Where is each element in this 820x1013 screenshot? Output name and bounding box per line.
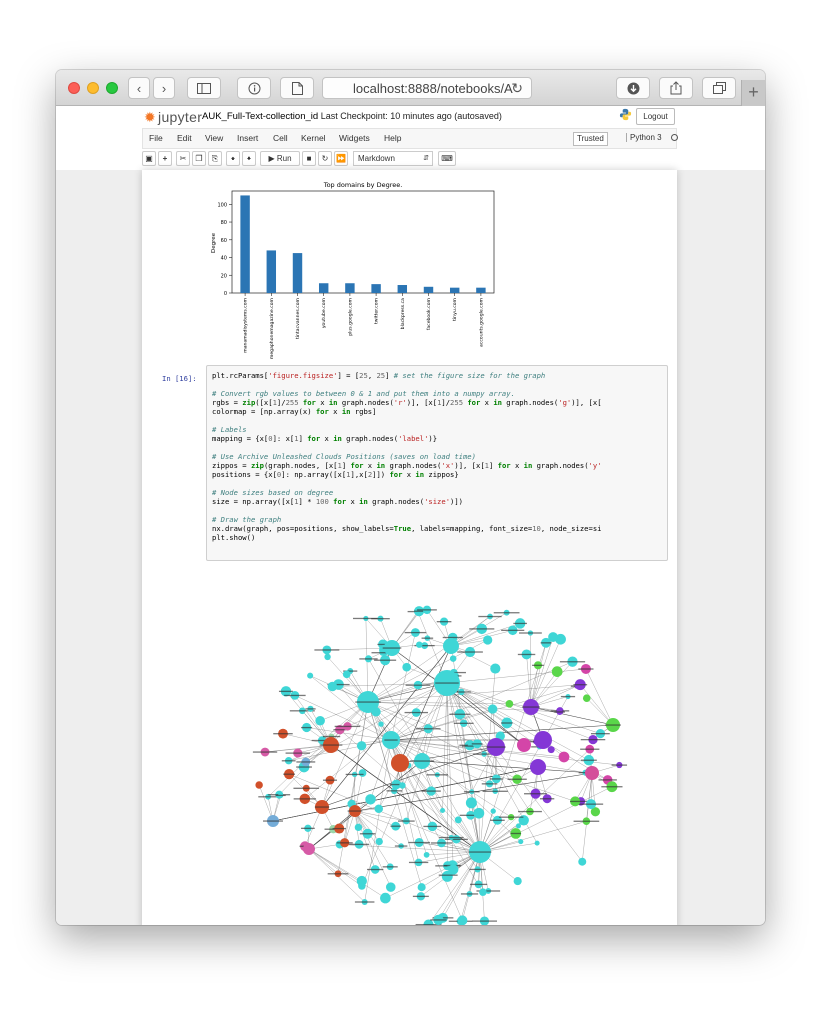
graph-node-label [417,609,437,610]
copy-button[interactable] [192,151,206,166]
graph-node [315,716,325,726]
fast-forward-icon: ⏩ [336,154,346,163]
keyboard-icon: ⌨ [441,154,453,163]
graph-node [491,808,496,813]
graph-node [552,666,563,677]
graph-node-label [501,722,513,723]
logout-button[interactable]: Logout [636,108,675,125]
graph-node [517,738,531,752]
graph-node [578,858,586,866]
network-graph [242,595,642,925]
graph-node-label [581,739,606,740]
x-tick-label: plus.google.com [348,298,354,336]
graph-node [479,888,487,896]
graph-node [514,877,522,885]
chart-title: Top domains by Degree. [323,181,403,189]
back-button[interactable] [128,77,150,99]
graph-edge [392,648,524,745]
graph-node-label [383,647,402,648]
graph-node [585,766,599,780]
graph-node [303,843,315,855]
save-button[interactable] [142,151,156,166]
graph-node-label [422,638,434,639]
graph-node-label [406,685,431,686]
graph-node-label [395,845,408,846]
x-tick-label: tintacvannes.com [296,298,301,339]
bar-accounts.google.com [476,288,485,293]
chevron-left-icon: ‹ [136,80,142,96]
sidebar-button[interactable] [187,77,221,99]
bar-facebook.com [424,287,433,293]
graph-node-label [296,761,315,762]
x-tick-label: blackpress.ca [400,298,406,330]
y-tick-label: 60 [220,237,227,244]
graph-node-label [598,779,616,780]
graph-node-label [483,791,508,792]
graph-node-label [284,695,306,696]
autosave-status: (autosaved) [454,111,502,121]
graph-node-label [601,786,622,787]
jupyter-logo[interactable] [144,109,202,126]
graph-node [534,731,552,749]
x-tick-label: megaphonemagazine.com [269,298,275,360]
graph-node-label [273,733,292,734]
python-logo-icon [619,108,632,121]
menu-cell[interactable]: Cell [273,133,288,143]
graph-node-label [283,774,295,775]
graph-node-label [333,729,346,730]
menu-view[interactable]: View [205,133,224,143]
graph-node-label [355,701,380,702]
graph-edges [259,610,619,925]
plus-icon: + [748,82,759,102]
bar-manamadisystems.com [240,195,249,293]
graph-node-label [349,844,369,845]
graph-node-label [482,783,498,784]
notebook-page [142,170,677,925]
trusted-indicator[interactable]: Trusted [573,132,608,146]
checkpoint-status: Last Checkpoint: 10 minutes ago [320,111,452,121]
move-down-button[interactable] [242,151,256,166]
interrupt-button[interactable] [302,151,316,166]
graph-node [583,694,591,702]
notebook-view [56,106,765,925]
graph-node [530,759,546,775]
graph-node-label [580,749,599,750]
graph-node-label [258,796,278,797]
graph-node-label [421,790,440,791]
graph-node [443,638,459,654]
chevron-right-icon: › [161,80,167,96]
graph-node-label [323,736,340,737]
x-tick-label: accounts.google.com [479,298,485,347]
bar-megaphonemagazine.com [267,250,276,293]
graph-node [324,654,330,660]
graph-node [357,741,366,750]
graph-node-label [360,833,376,834]
graph-node [474,808,485,819]
select-arrows-icon: ⇵ [423,155,429,162]
graph-node-label [346,774,364,775]
graph-node-label [414,611,424,612]
graph-node-label [413,896,429,897]
graph-edge [355,811,390,867]
graph-node-label [443,637,463,638]
graph-node-label [305,708,315,709]
bar-plus.google.com [345,283,354,293]
code-cell[interactable] [206,365,668,561]
x-tick-label: twitter.com [374,298,380,325]
jupyter-logo-text: jupyter [158,109,203,125]
graph-node [357,876,367,886]
graph-node-label [301,828,315,829]
graph-node [516,823,521,828]
graph-node-label [522,706,540,707]
restart-run-all-button[interactable] [334,151,348,166]
address-url: localhost:8888/notebooks/A [353,80,513,96]
graph-node [378,721,383,726]
graph-node-label [454,723,474,724]
scissors-icon: ✂ [179,154,187,163]
stop-icon: ■ [306,154,312,163]
menu-widgets[interactable]: Widgets [339,133,370,143]
zoom-window-button[interactable] [106,82,118,94]
graph-node-label [315,806,329,807]
step-forward-icon: ▶ [268,154,275,163]
graph-node-label [591,733,610,734]
menu-file[interactable]: File [149,133,163,143]
graph-node [455,816,462,823]
graph-node-label [581,760,597,761]
graph-node-label [486,746,505,747]
bar-blackpress.ca [398,285,407,293]
y-tick-label: 40 [220,255,227,262]
bar-youtube.com [319,283,328,293]
browser-window [56,70,765,925]
graph-node-label [560,661,585,662]
menu-kernel[interactable]: Kernel [301,133,326,143]
run-label: Run [276,154,292,163]
graph-node-label [333,828,346,829]
graph-node-label [518,811,542,812]
info-icon [248,82,261,95]
graph-node-label [494,612,520,613]
cell-type-value: Markdown [358,154,395,163]
graph-node-label [472,920,497,921]
notebook-name[interactable]: AUK_Full-Text-collection_id [202,111,319,122]
graph-node [399,782,405,788]
share-button[interactable] [659,77,693,99]
graph-node-label [405,712,428,713]
graph-node [518,839,523,844]
graph-node-label [386,790,401,791]
graph-node-label [410,760,434,761]
graph-node [343,671,351,679]
graph-node [255,781,262,788]
graph-node-label [570,801,580,802]
graph-node-label [554,711,565,712]
graph-edge [365,740,391,902]
jupyter-swirl-icon: ✹ [144,109,157,125]
arrow-up-icon: 🠹 [230,154,236,163]
run-button[interactable] [260,151,300,166]
plus-icon: + [162,154,168,163]
graph-edge [447,669,586,683]
graph-edge [530,633,531,707]
graph-edge [309,849,362,886]
graph-node [466,797,477,808]
graph-node-label [431,842,452,843]
graph-node [488,704,497,713]
cell-prompt: In [16]: [162,374,197,383]
tabs-button[interactable] [702,77,736,99]
bar-chart [198,176,518,361]
info-button[interactable] [237,77,271,99]
graph-node [506,700,514,708]
graph-node [535,841,540,846]
graph-node-label [416,728,441,729]
bar-tintacvannes.com [293,253,302,293]
y-tick-label: 100 [217,202,227,209]
y-tick-label: 0 [223,291,227,297]
y-tick-label: 80 [220,220,227,227]
graph-node-label [439,875,458,876]
graph-node-label [510,833,521,834]
notebook-title-bar [202,111,502,122]
restart-button[interactable] [318,151,332,166]
graph-node [374,804,383,813]
graph-node-label [328,873,349,874]
graph-node [355,824,362,831]
graph-node-label [398,820,415,821]
graph-node-label [320,744,343,745]
graph-node-label [470,884,487,885]
graph-node-label [367,869,383,870]
graph-node-label [374,660,396,661]
graph-node-label [605,724,621,725]
forward-button[interactable] [153,77,175,99]
graph-node-label [561,696,575,697]
code-editor[interactable]: plt.rcParams['figure.figsize'] = [25, 25] # set the figure size for the graph # Convert rgb values to between 0 & 1 and put them into a numpy array. rgbs = zip([x[1]/255 for x in graph.nodes('r')], [x[1]/255 for x in graph.nodes('g')], [x[ colormap = [np.array(x) for x in rgbs] # Labels mapping = {x[0]: x[1] for x in graph.nodes('label')} # Use Archive Unleashed Clouds Positions (saves on load time) zippos = zip(graph.nodes, [x[1] for x in graph.nodes('x')], [x[1] for x in graph.nodes('y' positions = {x[0]: np.array([x[1],x[2]]) for x in zippos} # Node sizes based on degree size = np.array([x[1] * 100 for x in graph.nodes('size')]) # Draw the graph nx.draw(graph, pos=positions, show_labels=True, labels=mapping, font_size=10, node_size=si plt.show() [212,371,602,542]
graph-node [559,752,570,763]
download-icon [627,82,640,95]
graph-node [307,673,313,679]
graph-node-label [383,866,398,867]
save-icon: ▣ [145,154,153,163]
graph-node-label [348,810,363,811]
graph-node-label [541,642,552,643]
document-icon [292,82,303,95]
graph-node-label [507,779,526,780]
move-up-button[interactable] [226,151,240,166]
graph-node-label [390,826,400,827]
menu-bar [142,128,677,149]
graph-node-label [337,842,353,843]
graph-node-label [469,851,492,852]
graph-node-label [263,820,283,821]
y-tick-label: 20 [220,273,227,280]
sidebar-icon [197,83,211,94]
browser-toolbar [56,70,765,106]
refresh-icon: ↻ [321,154,329,163]
graph-nodes [253,606,627,925]
reload-icon[interactable]: ↻ [511,80,523,96]
graph-node [490,663,500,673]
address-bar[interactable] [322,77,532,99]
x-tick-label: manamadisystems.com [243,298,249,353]
graph-node-label [612,764,627,765]
graph-node-label [286,752,310,753]
graph-node-label [359,658,377,659]
graph-node [386,882,396,892]
new-tab-button[interactable] [741,80,765,106]
graph-node-label [279,691,293,692]
graph-node-label [371,618,390,619]
insert-cell-button[interactable] [158,151,172,166]
graph-node [457,915,467,925]
graph-node-label [296,766,312,767]
graph-node-label [501,630,524,631]
graph-node-label [293,788,319,789]
graph-node-label [276,795,286,796]
graph-node [450,655,456,661]
x-tick-label: tinyu.com [453,298,459,321]
graph-node-label [540,798,554,799]
downloads-button[interactable] [616,77,650,99]
graph-node-label [472,743,483,744]
menu-edit[interactable]: Edit [177,133,192,143]
graph-node-label [499,817,524,818]
graph-edge [422,761,443,810]
graph-node-label [437,621,452,622]
copy-icon: ❐ [195,154,203,163]
graph-node-label [524,793,547,794]
graph-node-label [532,665,544,666]
graph-node-label [408,842,430,843]
graph-node-label [578,668,593,669]
graph-node [380,893,391,904]
graph-node-label [430,919,446,920]
graph-node-label [513,623,527,624]
graph-edge [268,702,368,797]
share-icon [670,81,682,95]
graph-node-label [489,778,503,779]
tabs-icon [713,82,726,94]
graph-node [376,838,383,845]
bar-tinyu.com [450,288,459,293]
graph-node [483,635,492,644]
kernel-idle-indicator [671,134,678,141]
graph-node-label [469,628,494,629]
bar-twitter.com [371,284,380,293]
graph-node-label [445,839,468,840]
menu-help[interactable]: Help [384,133,402,143]
arrow-down-icon: 🠻 [246,154,252,163]
graph-node-label [335,726,361,727]
x-tick-label: facebook.com [427,298,432,331]
menu-insert[interactable]: Insert [237,133,259,143]
graph-node-label [294,798,316,799]
graph-node [440,808,445,813]
graph-node-label [478,616,501,617]
paste-button[interactable] [208,151,222,166]
graph-node-label [384,739,397,740]
clipboard-icon: ⎘ [211,154,219,163]
graph-node [391,754,409,772]
chart-ylabel: Degree [211,232,217,254]
graph-node-label [282,760,296,761]
graph-node-label [439,837,464,838]
graph-edge [480,669,495,852]
graph-node-label [323,780,337,781]
graph-node [328,682,338,692]
graph-node [402,663,411,672]
graph-node [416,641,422,647]
graph-node-label [301,727,312,728]
graph-node [548,746,555,753]
graph-node-label [464,791,480,792]
cut-button[interactable] [176,151,190,166]
minimize-window-button[interactable] [87,82,99,94]
graph-node-label [470,869,486,870]
kernel-name[interactable]: Python 3 [626,133,662,142]
graph-node [365,794,375,804]
graph-node-label [314,649,339,650]
x-tick-label: youtube.com [322,298,328,329]
graph-node-label [405,632,427,633]
graph-node-label [427,774,448,775]
graph-edge [309,849,362,881]
notebook-toolbar [142,151,677,167]
graph-node-label [573,684,587,685]
graph-node-label [574,821,600,822]
graph-node-label [490,820,504,821]
close-window-button[interactable] [68,82,80,94]
graph-node [418,883,426,891]
graph-node-label [457,651,483,652]
graph-node-label [519,632,542,633]
notebook-header [56,106,765,170]
cell-type-select[interactable] [353,151,433,166]
graph-node-label [461,893,478,894]
command-palette-button[interactable] [438,151,456,166]
graph-node [424,852,430,858]
reader-button[interactable] [280,77,314,99]
graph-node-label [409,862,428,863]
graph-node-label [435,682,459,683]
graph-node-label [518,654,535,655]
graph-node-label [355,901,375,902]
graph-node-label [253,751,277,752]
graph-node-label [423,826,441,827]
graph-node-label [579,804,603,805]
graph-node [359,769,367,777]
graph-node-label [449,714,470,715]
graph-edge [531,637,553,707]
